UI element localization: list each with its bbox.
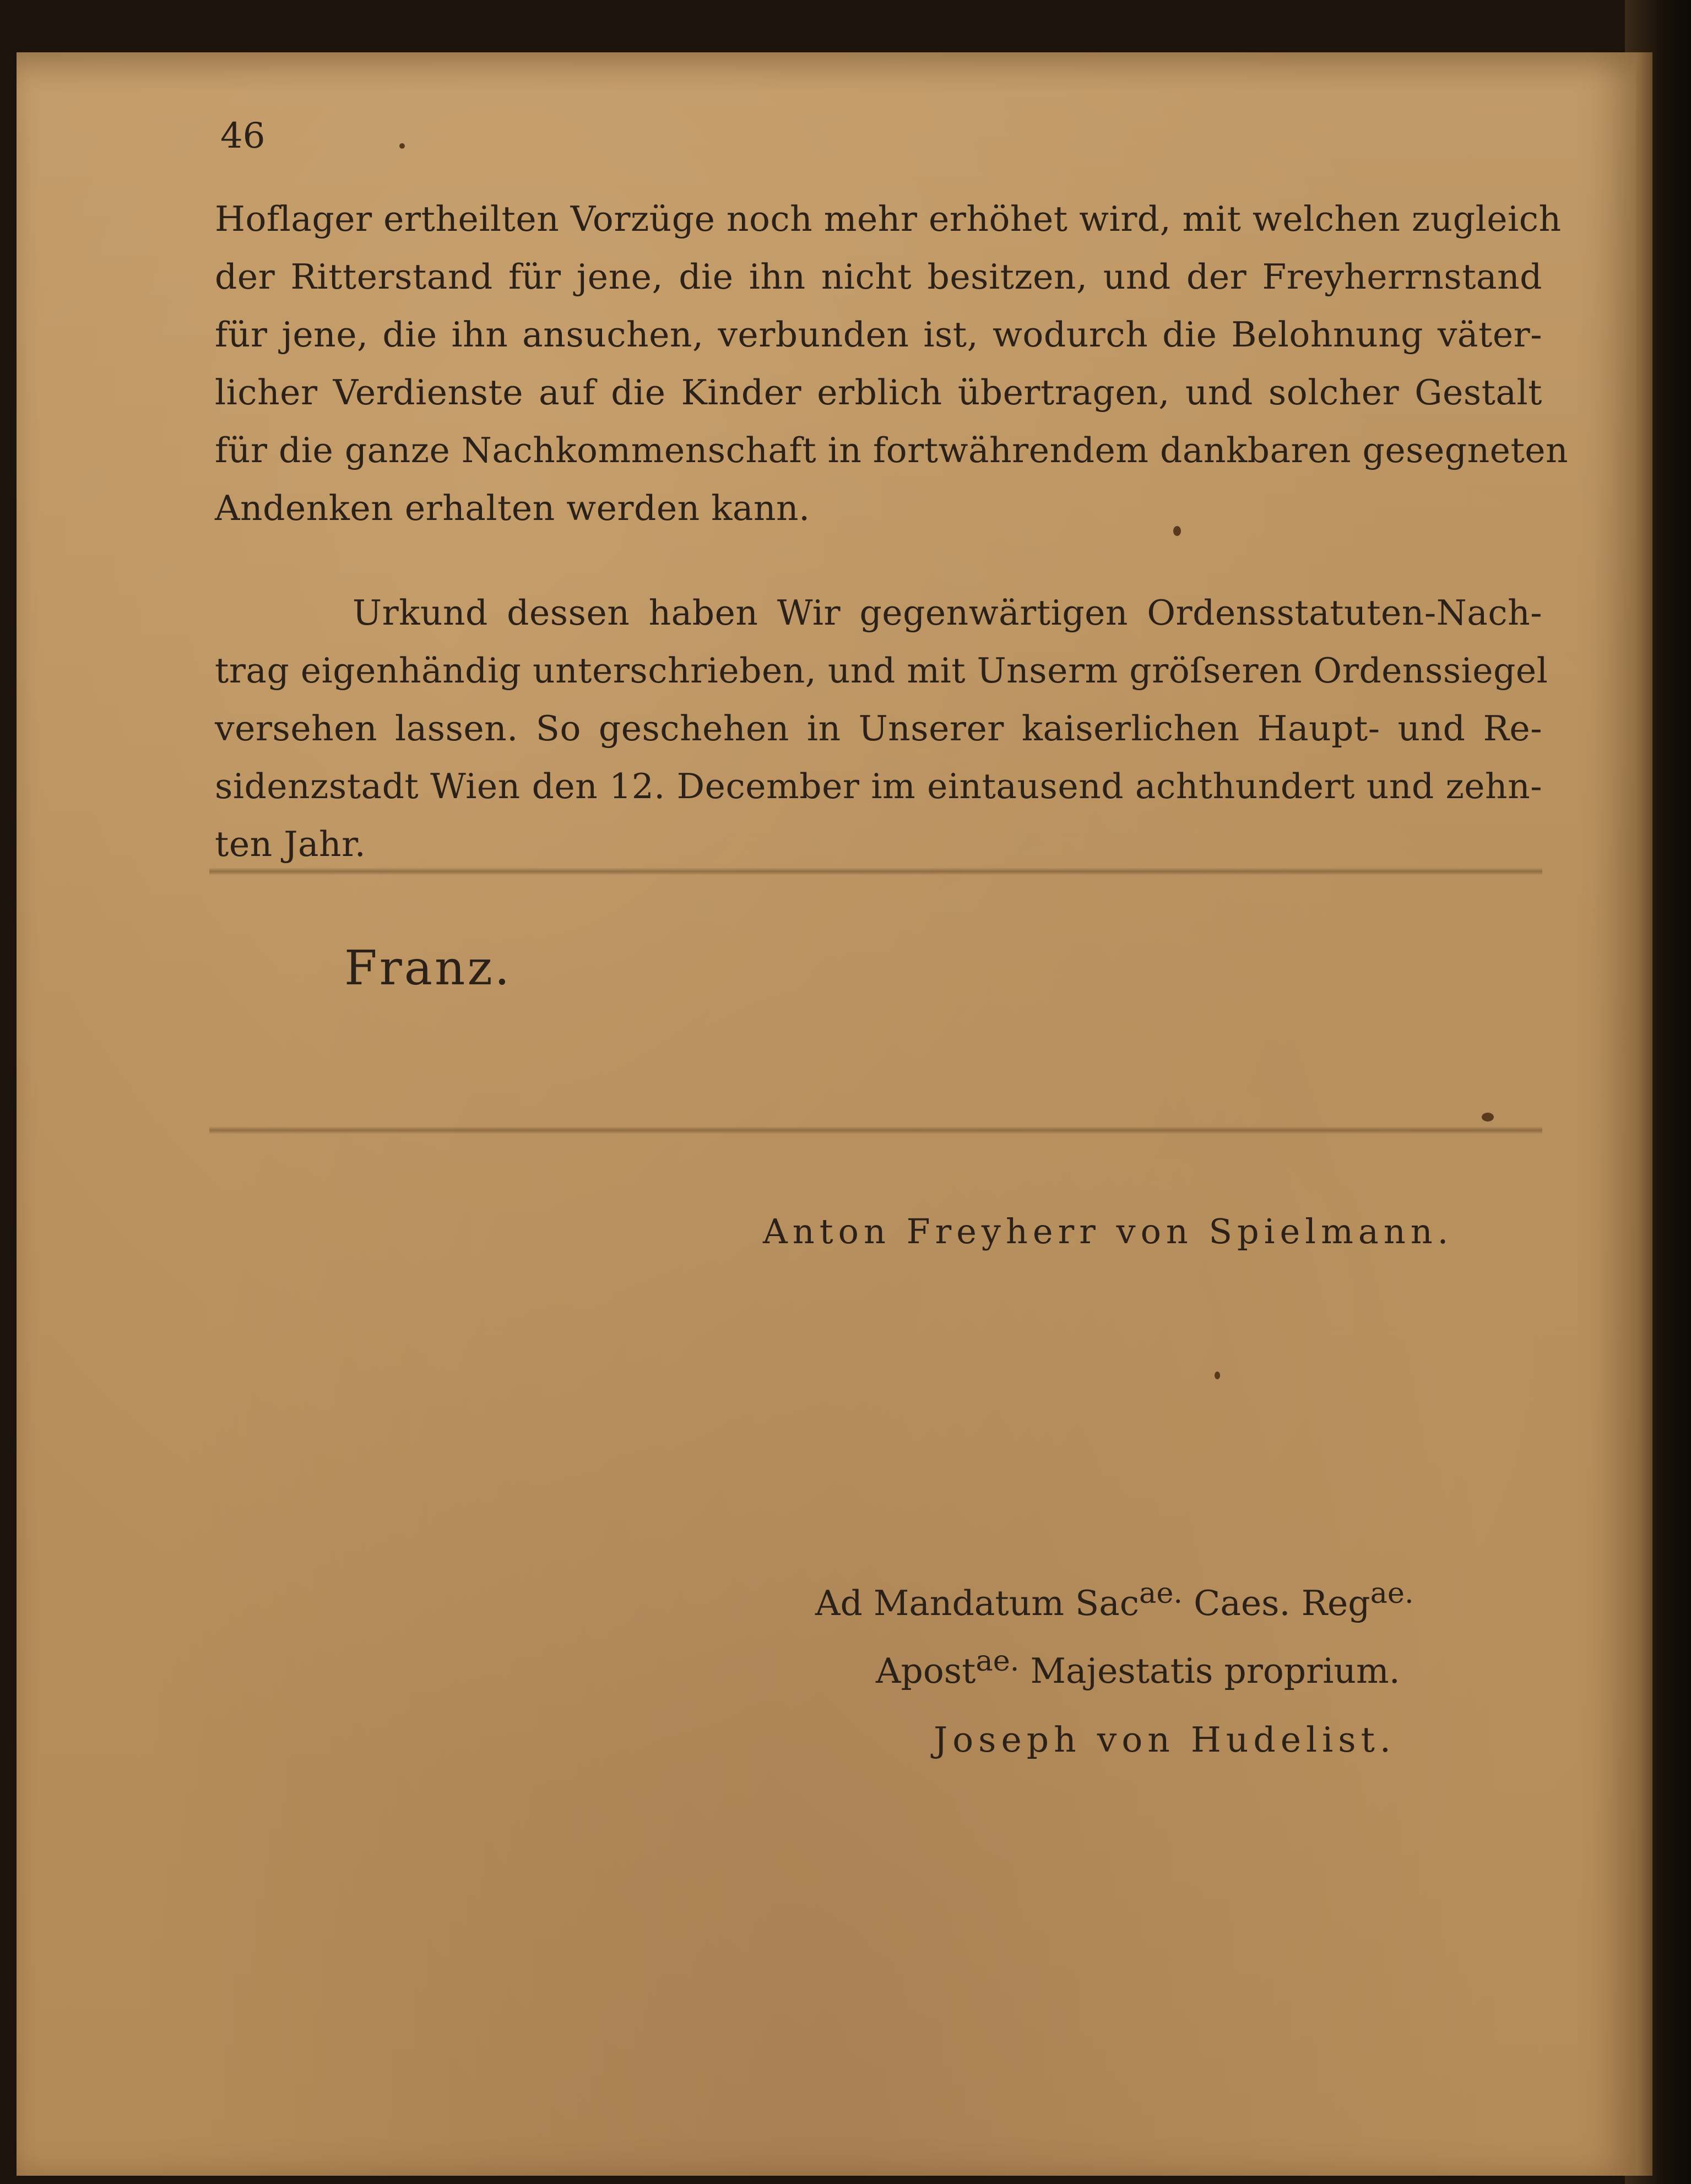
text-line: Urkund dessen haben Wir gegenwärtigen Ordensstatuten-Nach- — [353, 593, 1542, 633]
text-line: licher Verdienste auf die Kinder erblich übertragen, und solcher Gestalt — [215, 372, 1542, 413]
text-line: ten Jahr. — [215, 824, 366, 864]
paragraph-1 — [215, 190, 1569, 537]
text-line: Hoflager ertheilten Vorzüge noch mehr erhöhet wird, mit welchen zugleich — [215, 199, 1562, 239]
text-line: versehen lassen. So geschehen in Unserer kaiserlichen Haupt- und Re- — [215, 708, 1542, 749]
ink-speck — [399, 143, 405, 149]
ink-speck — [1173, 526, 1181, 536]
text-line: Andenken erhalten werden kann. — [215, 488, 810, 528]
text-line: sidenzstadt Wien den 12. December im eintausend achthundert und zehn- — [215, 766, 1542, 806]
text-line: der Ritterstand für jene, die ihn nicht besitzen, und der Freyherrnstand — [215, 257, 1542, 297]
ink-speck — [1215, 1372, 1220, 1379]
closing-line-1: Ad Mandatum Sac$^{ae.}$ Caes. Reg$^{ae.}$ — [815, 1576, 1414, 1623]
closing-block — [815, 1564, 1443, 1769]
closing-signature: Joseph von Hudelist. — [934, 1720, 1396, 1760]
text-line: für die ganze Nachkommenschaft in fortwährendem dankbaren gesegneten — [215, 430, 1569, 470]
signature-emperor: Franz. — [344, 941, 512, 996]
text-line: trag eigenhändig unterschrieben, und mit Unserm gröſseren Ordenssiegel — [215, 651, 1548, 691]
paper-fold — [209, 1126, 1542, 1134]
paragraph-2 — [215, 584, 1548, 873]
page-number: 46 — [220, 116, 265, 156]
text-line: für jene, die ihn ansuchen, verbunden ist, wodurch die Belohnung väter- — [215, 315, 1542, 355]
signature-minister: Anton Freyherr von Spielmann. — [763, 1211, 1454, 1251]
closing-line-2: Apost$^{ae.}$ Majestatis proprium. — [876, 1644, 1400, 1691]
ink-speck — [1482, 1113, 1494, 1121]
